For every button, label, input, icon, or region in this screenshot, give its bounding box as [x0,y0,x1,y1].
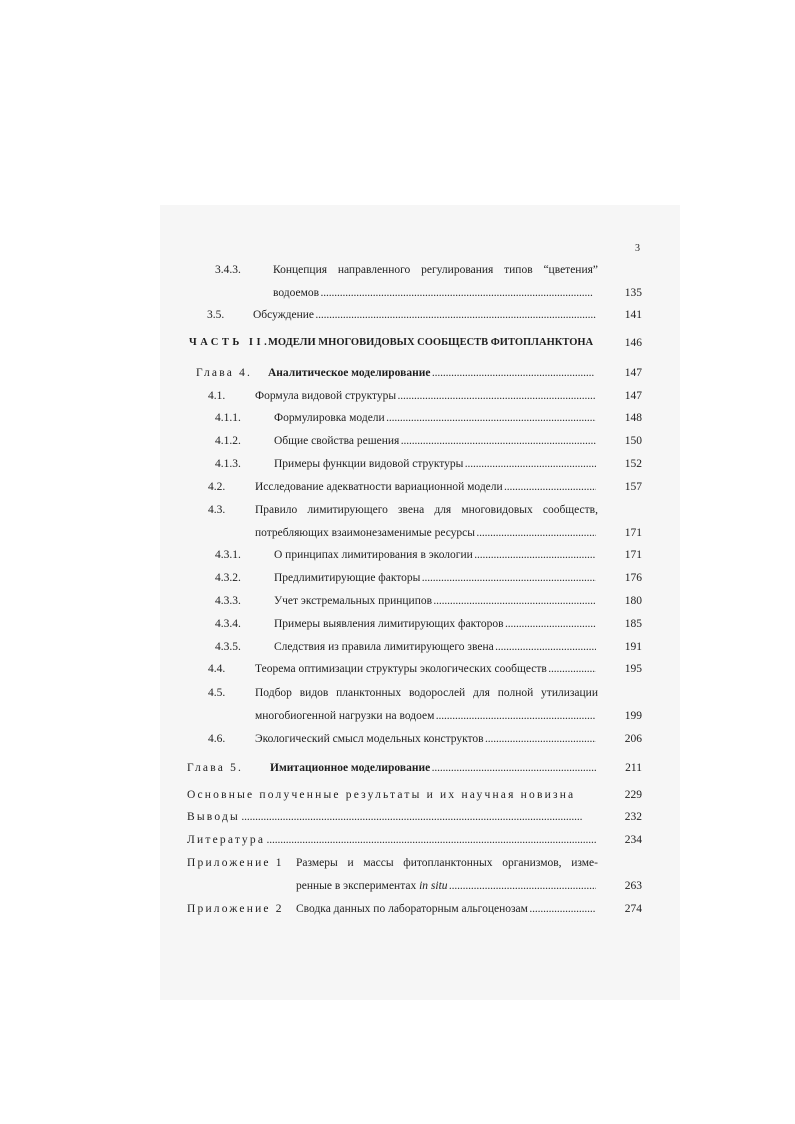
toc-entry-title: Концепция направленного регулирования типов “цветения” [273,264,598,276]
toc-entry-page: 157 [624,481,642,493]
toc-entry-number: 4.3.2. [215,572,241,584]
chapter-title: Имитационное моделирование . . . [270,762,596,774]
toc-entry-page: 135 [624,287,642,299]
toc-entry-page: 147 [624,390,642,402]
toc-entry-title: Формула видовой структуры . . . [255,390,595,402]
toc-entry-page: 199 [624,710,642,722]
toc-entry-title: водоемов . . . [273,287,593,299]
toc-entry-number: 4.1. [208,390,226,402]
chapter-label: Глава 4. [196,367,253,379]
toc-entry-page: 148 [624,412,642,424]
toc-entry-page: 171 [624,527,642,539]
toc-entry-title: ренные в экспериментах in situ . . . [296,880,596,892]
toc-entry-title: Основные полученные результаты и их научная новизна [187,789,576,801]
toc-entry-title: Теорема оптимизации структуры экологических сообществ . . . [255,663,596,675]
toc-entry-page: 191 [624,641,642,653]
toc-entry-page: 211 [625,762,642,774]
toc-entry-number: 4.3.1. [215,549,241,561]
toc-entry-title: Сводка данных по лабораторным альгоценозам . . . [296,903,596,915]
toc-entry-title: Размеры и массы фитопланктонных организмов, изме- [296,857,598,869]
toc-entry-title: Предлимитирующие факторы . . . [274,572,596,584]
toc-entry-page: 263 [624,880,642,892]
toc-entry-number: 4.1.1. [215,412,241,424]
toc-entry-page: 180 [624,595,642,607]
toc-entry-number: 3.4.3. [215,264,241,276]
toc-entry-page: 150 [624,435,642,447]
toc-entry-title: Подбор видов планктонных водорослей для полной утилизации [255,687,598,699]
toc-entry-title: Литература . . . [187,834,596,846]
toc-entry-title: Примеры выявления лимитирующих факторов . . . [274,618,596,630]
toc-entry-title: многобиогенной нагрузки на водоем . . . [255,710,596,722]
toc-entry-page: 171 [624,549,642,561]
toc-entry-title: Выводы . . . [187,811,596,823]
toc-entry-page: 195 [624,663,642,675]
toc-entry-page: 176 [624,572,642,584]
toc-entry-number: 4.5. [208,687,226,699]
toc-entry-title: О принципах лимитирования в экологии . . . [274,549,596,561]
toc-entry-title: Обсуждение . . . [253,309,596,321]
toc-entry-page: 146 [624,337,642,349]
toc-entry-title: Правило лимитирующего звена для многовидовых сообществ, [255,504,598,516]
toc-entry-page: 232 [624,811,642,823]
toc-entry-number: 3.5. [207,309,225,321]
toc-entry-page: 152 [624,458,642,470]
toc-entry-title: Следствия из правила лимитирующего звена . . . [274,641,596,653]
toc-entry-number: 4.1.3. [215,458,241,470]
toc-entry-title: Учет экстремальных принципов . . . [274,595,596,607]
toc-entry-page: 141 [624,309,642,321]
toc-entry-number: 4.3. [208,504,226,516]
chapter-label: Глава 5. [187,762,244,774]
toc-entry-number: 4.1.2. [215,435,241,447]
toc-entry-number: 4.6. [208,733,226,745]
toc-entry-number: 4.3.5. [215,641,241,653]
toc-entry-title: потребляющих взаимонезаменимые ресурсы . . . [255,527,596,539]
toc-entry-number: 4.4. [208,663,226,675]
toc-entry-page: 274 [624,903,642,915]
toc-entry-number: 4.3.4. [215,618,241,630]
part-label: ЧАСТЬ II. [189,337,271,348]
chapter-title: Аналитическое моделирование . . . [268,367,594,379]
appendix-label: Приложение 2 [187,903,284,915]
toc-entry-page: 147 [624,367,642,379]
toc-entry-title: Общие свойства решения . . . [274,435,596,447]
toc-entry-page: 234 [624,834,642,846]
toc-entry-title: Примеры функции видовой структуры . . . [274,458,596,470]
toc-entry-title: Экологический смысл модельных конструктов . . . [255,733,596,745]
toc-entry-title: Формулировка модели . . . [274,412,596,424]
part-title: МОДЕЛИ МНОГОВИДОВЫХ СООБЩЕСТВ ФИТОПЛАНКТОНА [268,337,594,348]
toc-entry-page: 229 [624,789,642,801]
toc-entry-page: 185 [624,618,642,630]
toc-entry-number: 4.3.3. [215,595,241,607]
toc-entry-number: 4.2. [208,481,226,493]
appendix-label: Приложение 1 [187,857,284,869]
toc-entry-title: Исследование адекватности вариационной модели . . . [255,481,596,493]
page-number: 3 [635,243,640,254]
toc-entry-page: 206 [624,733,642,745]
